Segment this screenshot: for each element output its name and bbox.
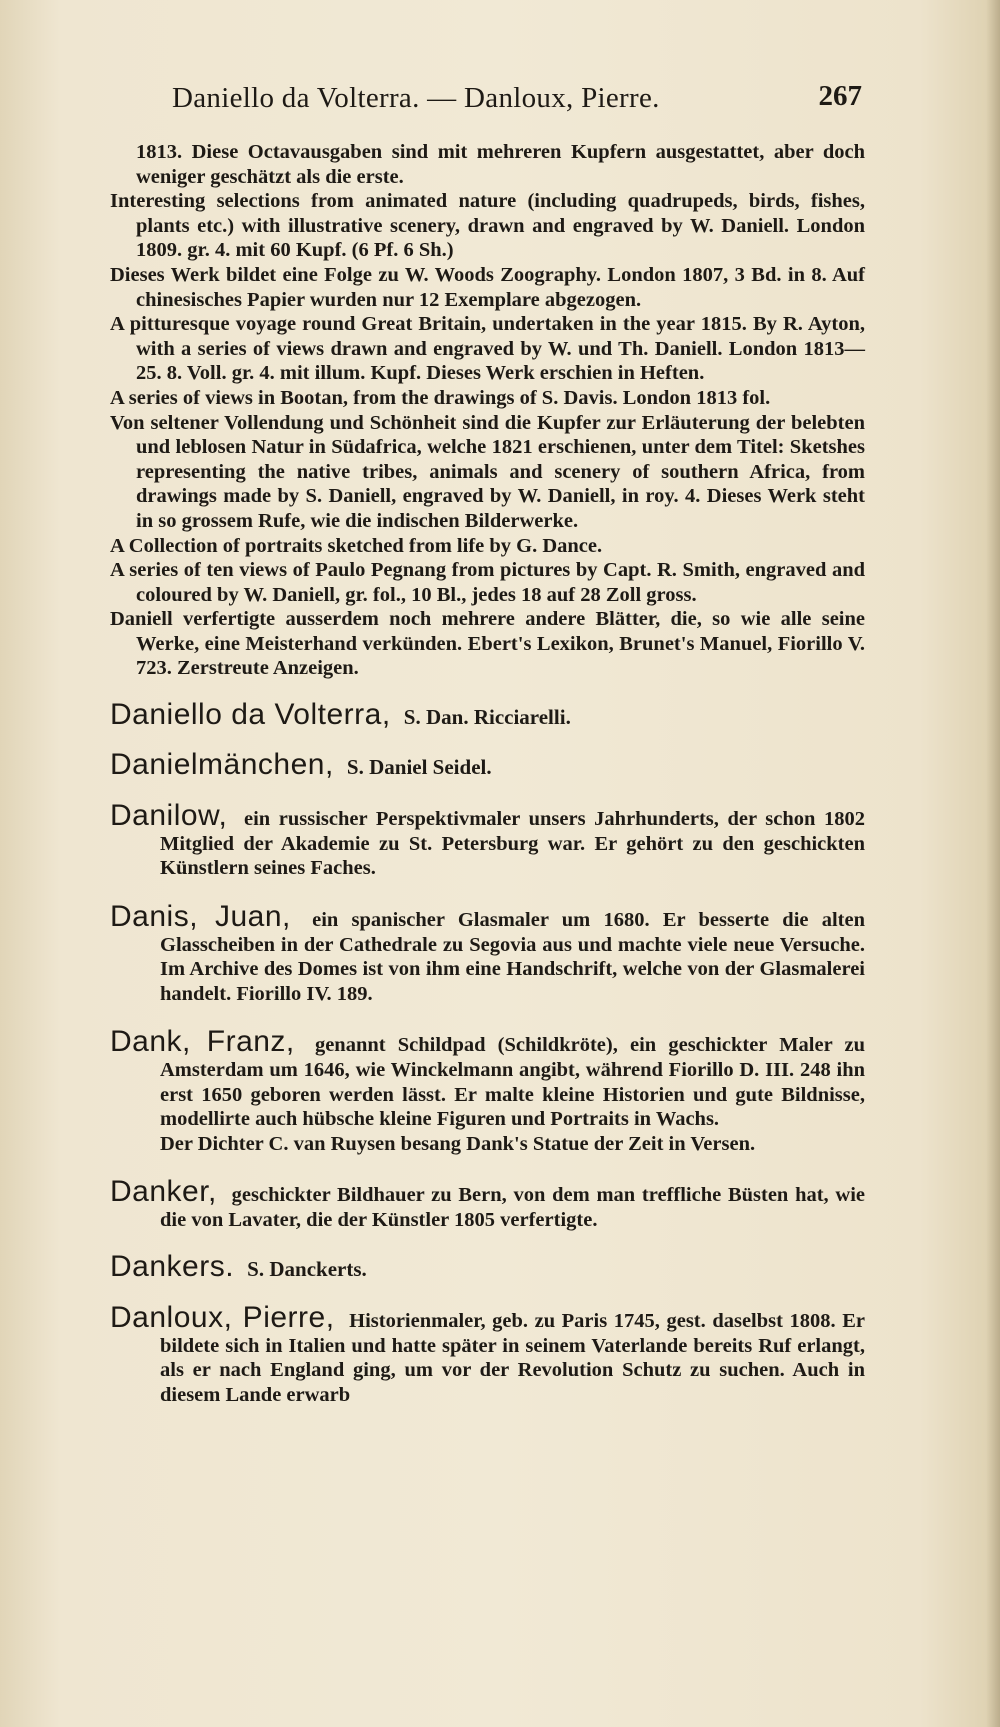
entry-text: S. Daniel Seidel.	[346, 754, 492, 779]
continuation-paragraph: A pitturesque voyage round Great Britain, undertaken in the year 1815. By R. Ayton, with a series of views drawn and engraved by W. und Th. Daniell. London 1813—25. 8. Voll. gr. 4. mit illum. Kupf. Dieses Werk erschien in Heften.	[110, 313, 865, 385]
entry-heading: Danielmänchen,	[110, 747, 334, 781]
entry-heading: Dank, Franz,	[110, 1025, 295, 1059]
entry-heading: Daniello da Volterra,	[110, 698, 391, 732]
entry-text: S. Danckerts.	[247, 1256, 367, 1281]
entry-danielmaenchen	[110, 747, 865, 781]
entry-dank-franz	[110, 1025, 865, 1156]
continuation-paragraph: Interesting selections from animated nature (including quadrupeds, birds, fishes, plants etc.) with illustrative scenery, drawn and engraved by W. Daniell. London 1809. gr. 4. mit 60 Kupf. (6 Pf. 6 Sh.)	[110, 190, 865, 262]
page-edge-shadow	[986, 0, 1000, 1727]
entry-text: Historienmaler, geb. zu Paris 1745, gest. daselbst 1808. Er bildete sich in Italien und hatte später in seinem Vaterlande bereits Ruf erlangt, als er nach England ging, um vor der Revolution Schutz zu suchen. Auch in diesem Lande erwarb	[160, 1310, 865, 1406]
entry-text: ein spanischer Glasmaler um 1680. Er besserte die alten Glasscheiben in der Cathedrale zu Segovia aus und machte viele neue Versuche. Im Archive des Domes ist von ihm eine Handschrift, welche von der Glasmalerei handelt. Fiorillo IV. 189.	[160, 909, 866, 1005]
continuation-paragraph: A series of views in Bootan, from the drawings of S. Davis. London 1813 fol.	[110, 386, 771, 409]
entry-text: geschickter Bildhauer zu Bern, von dem man treffliche Büsten hat, wie die von Lavater, die der Künstler 1805 verfertigte.	[160, 1184, 866, 1231]
continuation-paragraph: Von seltener Vollendung und Schönheit sind die Kupfer zur Erläuterung der belebten und leblosen Natur in Südafrica, welche 1821 erschienen, unter dem Titel: Sketshes representing the native tribes, animals and scenery of southern Africa, from drawings made by S. Daniell, engraved by W. Daniell, in roy. 4. Dieses Werk steht in so grossem Rufe, wie die indischen Bilderwerke.	[110, 411, 865, 532]
entry-heading: Danloux, Pierre,	[110, 1301, 335, 1335]
continuation-paragraph: Daniell verfertigte ausserdem noch mehrere andere Blätter, die, so wie alle seine Werke, eine Meisterhand verkünden. Ebert's Lexikon, Brunet's Manuel, Fiorillo V. 723. Zerstreute Anzeigen.	[110, 608, 865, 680]
continuation-paragraph: 1813. Diese Octavausgaben sind mit mehreren Kupfern ausgestattet, aber doch weniger geschätzt als die erste.	[136, 141, 865, 188]
page-header	[172, 82, 862, 122]
entry-heading: Dankers.	[110, 1249, 235, 1283]
continuation-paragraph: Dieses Werk bildet eine Folge zu W. Woods Zoography. London 1807, 3 Bd. in 8. Auf chinesisches Papier wurden nur 12 Exemplare abgezogen.	[110, 263, 865, 311]
entry-heading: Danilow,	[110, 799, 228, 833]
entry-danis-juan	[110, 900, 866, 1006]
page-number: 267	[818, 80, 862, 112]
continuation-paragraph: A series of ten views of Paulo Pegnang from pictures by Capt. R. Smith, engraved and coloured by W. Daniell, gr. fol., 10 Bl., jedes 18 auf 28 Zoll gross.	[110, 559, 865, 606]
entry-heading: Danker,	[110, 1175, 217, 1209]
page-body	[110, 140, 865, 1408]
entry-text: genannt Schildpad (Schildkröte), ein geschickter Maler zu Amsterdam um 1646, wie Winckelmann angibt, während Fiorillo D. III. 248 ihn erst 1650 geboren werden lässt. Er malte kleine Historien und gute Bildnisse, modellirte auch hübsche kleine Figuren und Portraits in Wachs.	[160, 1034, 865, 1131]
entry-text-continued: Der Dichter C. van Ruysen besang Dank's Statue der Zeit in Versen.	[160, 1132, 756, 1155]
entry-danker	[110, 1175, 866, 1232]
entry-daniello-da-volterra	[110, 698, 865, 732]
entry-danilow	[110, 799, 866, 881]
entry-text: ein russischer Perspektivmaler unsers Jahrhunderts, der schon 1802 Mitglied der Akademie zu St. Petersburg war. Er gehört zu den geschickten Künstlern seines Faches.	[160, 808, 866, 880]
entry-heading: Danis, Juan,	[110, 900, 291, 934]
running-head: Daniello da Volterra. — Danloux, Pierre.	[172, 82, 660, 114]
continuation-paragraph: A Collection of portraits sketched from life by G. Dance.	[110, 534, 603, 557]
entry-danloux-pierre	[110, 1301, 865, 1407]
entry-text: S. Dan. Ricciarelli.	[403, 705, 571, 730]
entry-dankers	[110, 1249, 865, 1283]
